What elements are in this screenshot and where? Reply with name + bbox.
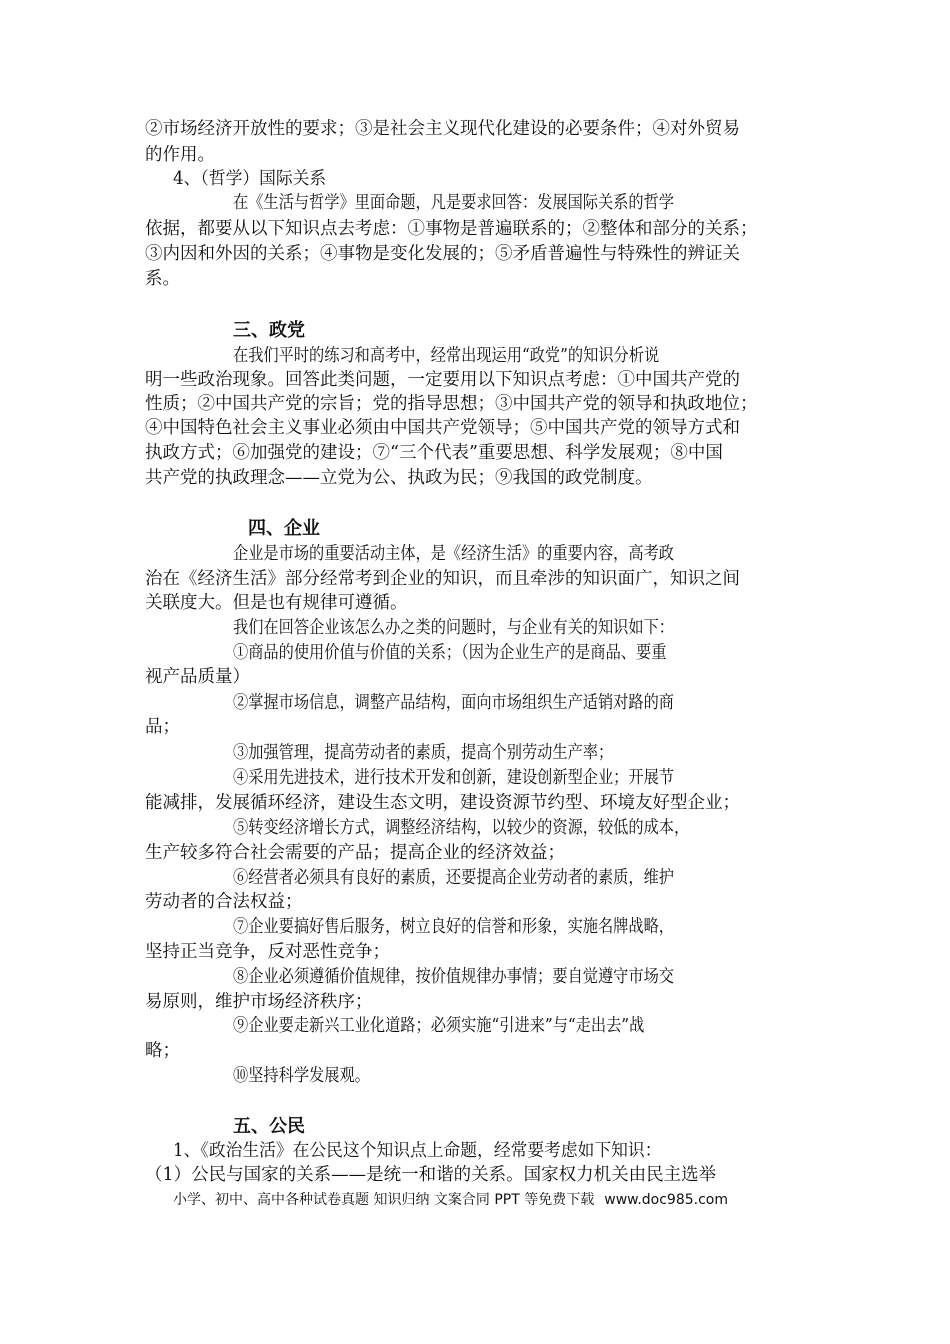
list-item: ①商品的使用价值与价值的关系；（因为企业生产的是商品、要重 [233,643,667,663]
list-item: ③加强管理，提高劳动者的素质，提高个别劳动生产率； [233,743,614,763]
list-item: ②掌握市场信息，调整产品结构，面向市场组织生产适销对路的商 [233,693,675,713]
subheading-philosophy: 4、（哲学）国际关系 [173,169,327,189]
paragraph-line: 治在《经济生活》部分经常考到企业的知识，而且牵涉的知识面广，知识之间 [145,569,740,589]
paragraph-line: 性质；②中国共产党的宗旨；党的指导思想；③中国共产党的领导和执政地位； [145,394,758,414]
paragraph-line: 共产党的执政理念——立党为公、执政为民；⑨我国的政党制度。 [145,468,653,488]
paragraph-line: 关联度大。但是也有规律可遵循。 [145,593,408,613]
footer-text: 小学、初中、高中各种试卷真题 知识归纳 文案合同 PPT 等免费下载 [173,1192,595,1208]
list-item-cont: 劳动者的合法权益； [145,892,303,912]
paragraph-line: 的作用。 [145,145,215,165]
list-item-cont: 略； [145,1041,180,1061]
paragraph-line: 1、《政治生活》在公民这个知识点上命题，经常要考虑如下知识： [173,1141,662,1161]
paragraph-line: 执政方式；⑥加强党的建设；⑦“三个代表”重要思想、科学发展观；⑧中国 [145,443,723,463]
paragraph-line: 系。 [145,269,180,289]
paragraph-line: ④中国特色社会主义事业必须由中国共产党领导；⑤中国共产党的领导方式和 [145,418,740,438]
paragraph-line: 我们在回答企业该怎么办之类的问题时，与企业有关的知识如下： [233,618,675,638]
list-item: ⑨企业要走新兴工业化道路；必须实施“引进来”与“走出去”战 [233,1016,645,1036]
list-item-cont: 易原则，维护市场经济秩序； [145,992,373,1012]
paragraph-line: 在我们平时的练习和高考中，经常出现运用“政党”的知识分析说 [233,346,660,366]
list-item: ⑤转变经济增长方式，调整经济结构，以较少的资源，较低的成本， [233,818,690,838]
paragraph-line: 明一些政治现象。回答此类问题，一定要用以下知识点考虑：①中国共产党的 [145,370,740,390]
list-item: ④采用先进技术，进行技术开发和创新，建设创新型企业；开展节 [233,768,675,788]
list-item: ⑧企业必须遵循价值规律，按价值规律办事情；要自觉遵守市场交 [233,967,675,987]
list-item: ⑩坚持科学发展观。 [233,1066,370,1086]
paragraph-line: ③内因和外因的关系；④事物是变化发展的；⑤矛盾普遍性与特殊性的辨证关 [145,244,740,264]
page-footer [173,1188,728,1212]
paragraph-line: 企业是市场的重要活动主体，是《经济生活》的重要内容，高考政 [233,544,675,564]
section-heading-enterprise: 四、企业 [248,518,320,539]
section-heading-party: 三、政党 [233,320,305,341]
list-item-cont: 能减排，发展循环经济，建设生态文明，建设资源节约型、环境友好型企业； [145,793,740,813]
list-item-cont: 品； [145,717,180,737]
list-item: ⑥经营者必须具有良好的素质，还要提高企业劳动者的素质，维护 [233,868,675,888]
list-item: ⑦企业要搞好售后服务，树立良好的信誉和形象，实施名牌战略， [233,917,675,937]
paragraph-line: （1）公民与国家的关系——是统一和谐的关系。国家权力机关由民主选举 [145,1165,717,1185]
paragraph-line: ②市场经济开放性的要求；③是社会主义现代化建设的必要条件；④对外贸易 [145,119,740,139]
list-item-cont: 生产较多符合社会需要的产品；提高企业的经济效益； [145,843,565,863]
section-heading-citizen: 五、公民 [233,1116,305,1137]
list-item-cont: 视产品质量） [145,667,250,687]
footer-link[interactable]: www.doc985.com [604,1192,728,1208]
paragraph-line: 在《生活与哲学》里面命题，凡是要求回答：发展国际关系的哲学 [233,193,675,213]
list-item-cont: 坚持正当竞争，反对恶性竞争； [145,942,390,962]
paragraph-line: 依据，都要从以下知识点去考虑：①事物是普遍联系的；②整体和部分的关系； [145,219,758,239]
